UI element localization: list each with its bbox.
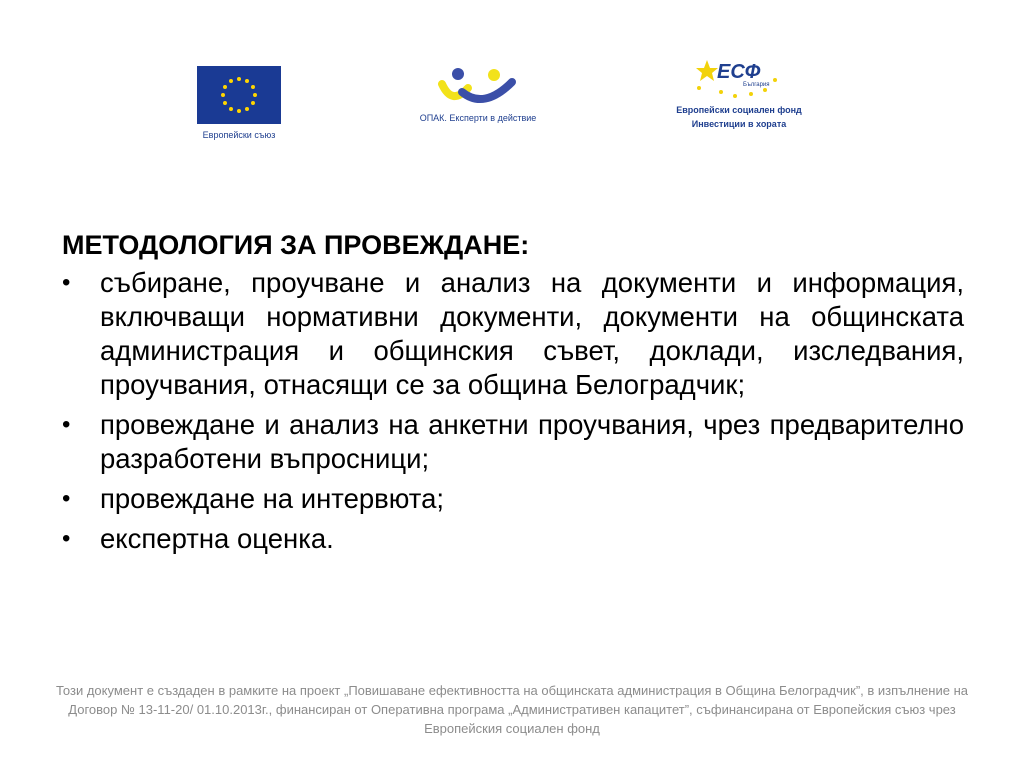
bullet-icon: • — [62, 525, 71, 552]
bullet-list — [62, 266, 964, 556]
opak-people-icon — [438, 66, 518, 108]
eu-caption: Европейски съюз — [202, 130, 276, 140]
list-item-text: провеждане на интервюта; — [100, 483, 445, 514]
list-item — [62, 408, 964, 476]
bullet-icon: • — [62, 485, 71, 512]
esf-logo — [664, 58, 814, 130]
footer-disclaimer: Този документ е създаден в рамките на проект „Повишаване ефективността на общинската администрация в Община Белоградчик”, в изпълнение на Договор № 13-11-20/ 01.10.2013г., финансиран от Оперативна програма „Административен капацитет”, съфинансирана от Европейския съюз чрез Европейския социален фонд — [56, 683, 968, 736]
eu-logo — [196, 66, 282, 141]
esf-caption-1: Европейски социален фонд — [676, 105, 802, 115]
list-item — [62, 522, 964, 556]
list-item — [62, 266, 964, 402]
bullet-icon: • — [62, 269, 71, 296]
list-item — [62, 482, 964, 516]
list-item-text: експертна оценка. — [100, 523, 334, 554]
opak-caption: ОПАК. Експерти в действие — [419, 113, 537, 123]
esf-wordmark: ЕСФ — [717, 61, 761, 83]
esf-caption-2: Инвестиции в хората — [691, 119, 787, 129]
list-item-text: събиране, проучване и анализ на документи и информация, включващи нормативни документи, документи на общинската администрация и общинския съвет, доклади, изследвания, проучвания, отнасящи се за община Белоградчик; — [100, 267, 964, 400]
eu-flag-icon — [197, 66, 281, 124]
bullet-icon: • — [62, 411, 71, 438]
list-item-text: провеждане и анализ на анкетни проучвания, чрез предварително разработени въпросници; — [100, 409, 964, 474]
esf-stars-icon — [691, 58, 787, 102]
slide-heading: МЕТОДОЛОГИЯ ЗА ПРОВЕЖДАНЕ: — [62, 230, 530, 260]
opak-logo — [408, 66, 548, 124]
slide-content — [62, 228, 964, 562]
esf-country: България — [743, 82, 770, 88]
